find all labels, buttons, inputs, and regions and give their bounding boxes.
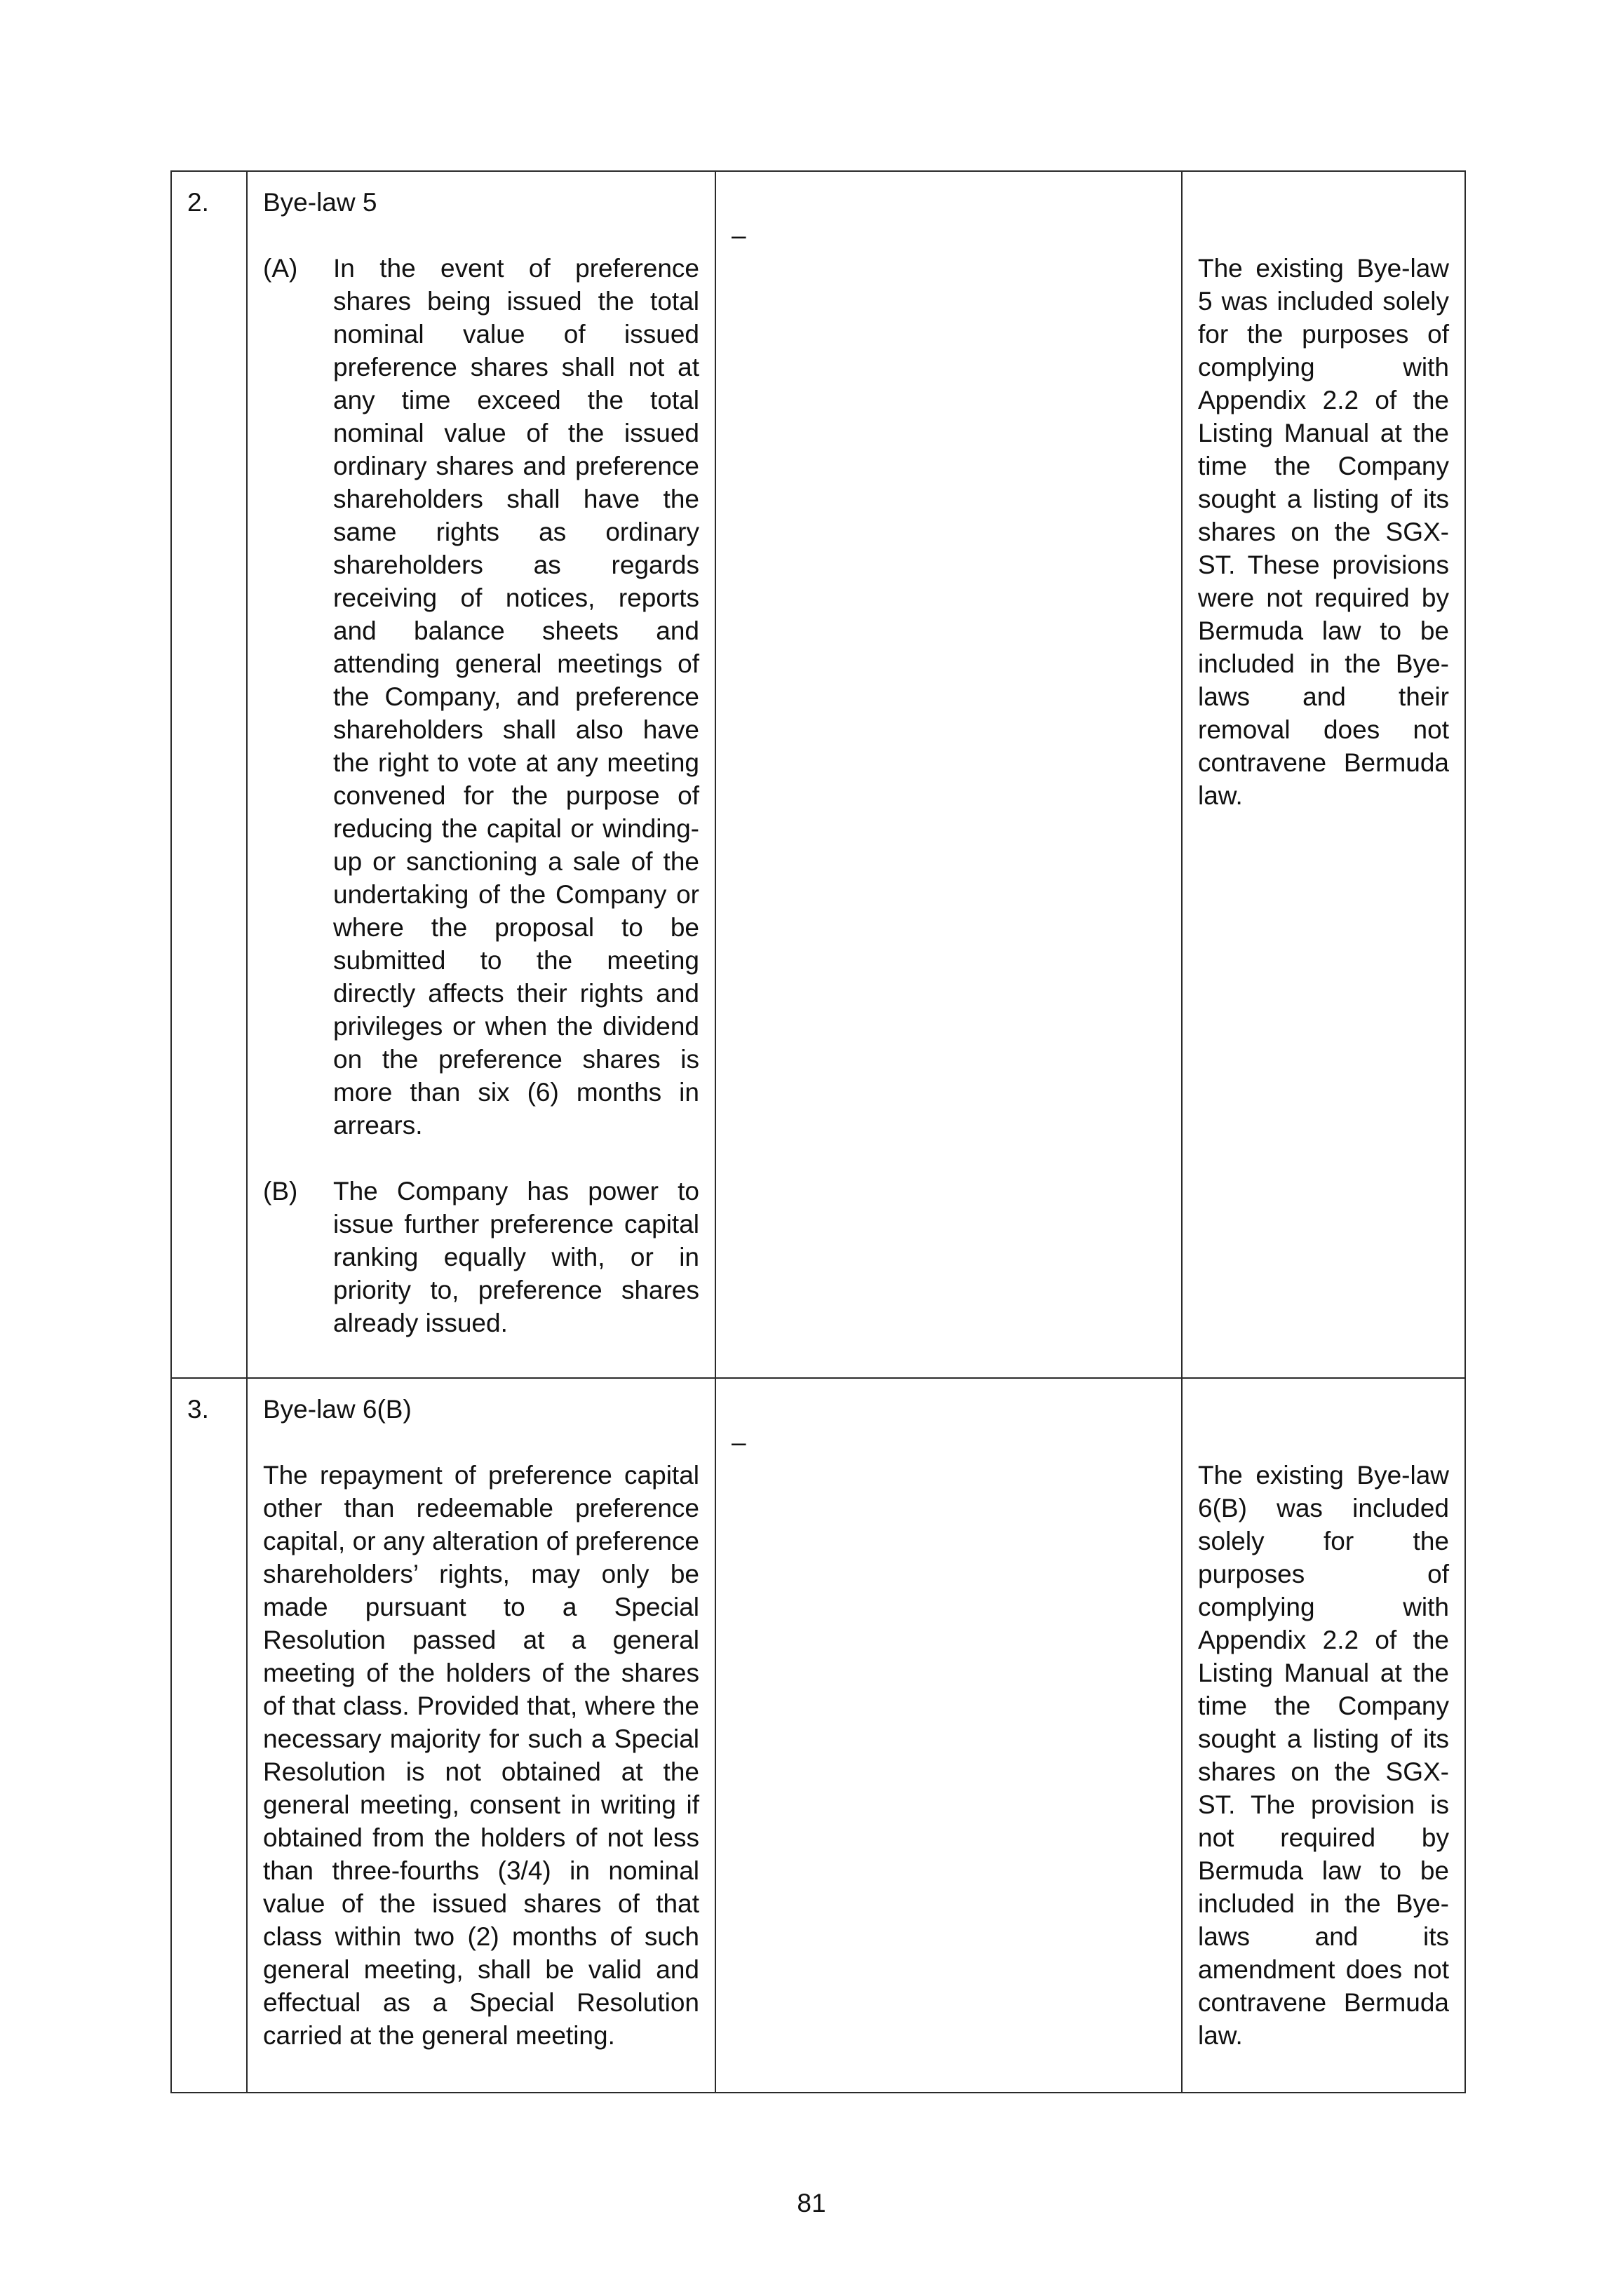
list-item: [263, 1175, 699, 1339]
bye-law-heading: Bye-law 5: [263, 188, 377, 217]
reason-cell: [1182, 171, 1465, 1378]
bye-law-heading: Bye-law 6(B): [263, 1395, 412, 1424]
table-row: [171, 1378, 1465, 2093]
item-label: (A): [263, 254, 298, 283]
proposed-text: –: [732, 221, 746, 250]
proposed-amendment-cell: [715, 171, 1182, 1378]
proposed-text: –: [732, 1428, 746, 1457]
proposed-amendment-cell: [715, 1378, 1182, 2093]
row-number-cell: [171, 1378, 247, 2093]
bye-law-body: The repayment of preference capital other than redeemable preference capital, or any alteration of preference shareholders’ rights, may only be made pursuant to a Special Resolution passed at a general meeting of the holders of the shares of that class. Provided that, where the necessary majority for such a Special Resolution is not obtained at the general meeting, consent in writing if obtained from the holders of not less than three-fourths (3/4) in nominal value of the issued shares of that class within two (2) months of such general meeting, shall be valid and effectual as a Special Resolution carried at the general meeting.: [263, 1461, 699, 2050]
existing-bye-law-cell: [247, 1378, 715, 2093]
page-number: 81: [797, 2189, 826, 2217]
item-text: The Company has power to issue further preference capital ranking equally with, or in priority to, preference shares already issued.: [333, 1177, 699, 1337]
reason-cell: [1182, 1378, 1465, 2093]
row-number: 2.: [187, 188, 209, 217]
item-text: In the event of preference shares being issued the total nominal value of issued preference shares shall not at any time exceed the total nominal value of the issued ordinary shares and preference shareholders shall have the same rights as ordinary shareholders as regards receiving of notices, reports and balance sheets and attending general meetings of the Company, and preference shareholders shall also have the right to vote at any meeting convened for the purpose of reducing the capital or winding-up or sanctioning a sale of the undertaking of the Company or where the proposal to be submitted to the meeting directly affects their rights and privileges or when the dividend on the preference shares is more than six (6) months in arrears.: [333, 254, 699, 1140]
table-row: [171, 171, 1465, 1378]
reason-text: The existing Bye-law 5 was included solely for the purposes of complying with Appendix 2.2 of the Listing Manual at the time the Company sought a listing of its shares on the SGX-ST. These provisions were not required by Bermuda law to be included in the Bye-laws and their removal does not contravene Bermuda law.: [1198, 254, 1449, 810]
item-label: (B): [263, 1177, 298, 1206]
existing-bye-law-cell: [247, 171, 715, 1378]
bye-law-amendments-table: [170, 170, 1466, 2093]
reason-text: The existing Bye-law 6(B) was included solely for the purposes of complying with Appendix 2.2 of the Listing Manual at the time the Company sought a listing of its shares on the SGX-ST. The provision is not required by Bermuda law to be included in the Bye-laws and its amendment does not contravene Bermuda law.: [1198, 1461, 1449, 2050]
row-number: 3.: [187, 1395, 209, 1424]
row-number-cell: [171, 171, 247, 1378]
list-item: [263, 252, 699, 1142]
